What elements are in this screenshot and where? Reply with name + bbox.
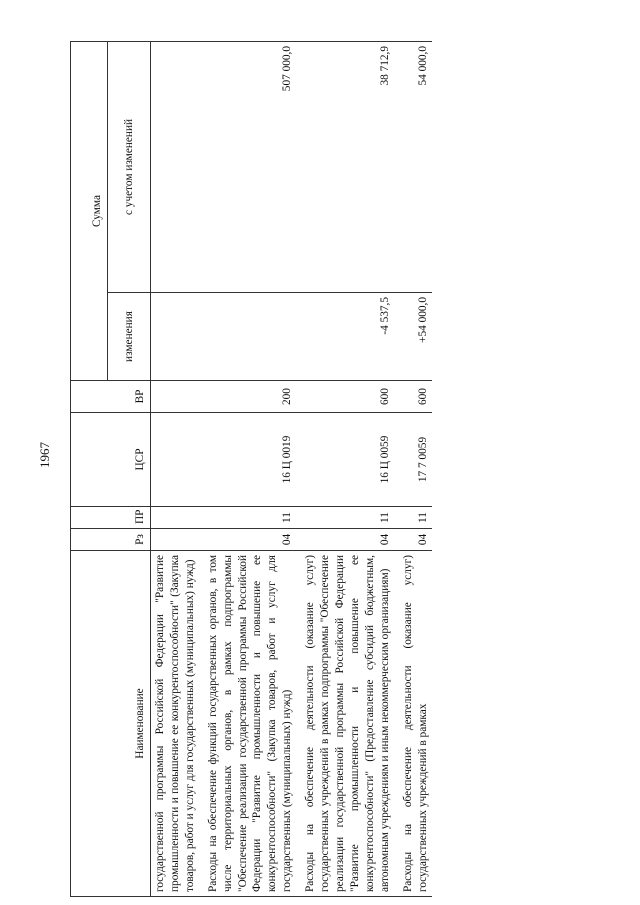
table-row	[395, 42, 433, 897]
header-rz: Рз	[71, 529, 151, 551]
row-rz: 04	[200, 529, 297, 551]
row-vr: 600	[395, 381, 433, 413]
page-number: 1967	[37, 442, 52, 468]
row-csr: 16 Ц 0019	[200, 413, 297, 507]
row-vr	[151, 381, 200, 413]
row-total	[151, 42, 200, 293]
table-row	[151, 42, 200, 897]
header-with-changes: с учетом изменений	[108, 42, 151, 293]
row-csr: 16 Ц 0059	[297, 413, 394, 507]
row-csr	[151, 413, 200, 507]
row-rz: 04	[297, 529, 394, 551]
row-change: +54 000,0	[395, 293, 433, 381]
header-csr: ЦСР	[71, 413, 151, 507]
row-name: Расходы на обеспечение функций государственных органов, в том числе территориальных органов, в рамках подпрограммы "Обеспечение реализации государственной программы Российской Федерации "Развитие промышленности и повышение ее конкурентоспособности" (Закупка товаров, работ и услуг для государственных (муниципальных) нужд)	[200, 551, 297, 897]
table-row	[297, 42, 394, 897]
header-change: изменения	[108, 293, 151, 381]
row-name: Расходы на обеспечение деятельности (оказание услуг) государственных учреждений в рамках подпрограммы "Обеспечение реализации государственной программы Российской Федерации "Развитие промышленности и повышение ее конкурентоспособности" (Предоставление субсидий бюджетным, автономным учреждениям и иным некоммерческим организациям)	[297, 551, 394, 897]
row-change	[151, 293, 200, 381]
row-csr: 17 7 0059	[395, 413, 433, 507]
row-pr	[151, 507, 200, 529]
header-vr: ВР	[71, 381, 151, 413]
row-pr: 11	[297, 507, 394, 529]
row-change	[200, 293, 297, 381]
row-rz	[151, 529, 200, 551]
header-sum: Сумма	[71, 42, 108, 381]
row-vr: 600	[297, 381, 394, 413]
budget-table-rotated	[70, 42, 625, 897]
row-pr: 11	[200, 507, 297, 529]
row-pr: 11	[395, 507, 433, 529]
header-name: Наименование	[71, 551, 151, 897]
row-total: 507 000,0	[200, 42, 297, 293]
row-change: -4 537,5	[297, 293, 394, 381]
header-pr: ПР	[71, 507, 151, 529]
table-row	[200, 42, 297, 897]
row-name: Расходы на обеспечение деятельности (оказание услуг) государственных учреждений в рамках	[395, 551, 433, 897]
row-rz: 04	[395, 529, 433, 551]
budget-table	[70, 41, 432, 897]
row-vr: 200	[200, 381, 297, 413]
row-total: 38 712,9	[297, 42, 394, 293]
table-header	[71, 42, 151, 897]
row-total: 54 000,0	[395, 42, 433, 293]
row-name: государственной программы Российской Федерации "Развитие промышленности и повышение ее конкурентоспособности" (Закупка товаров, работ и услуг для государственных (муниципальных) нужд)	[151, 551, 200, 897]
